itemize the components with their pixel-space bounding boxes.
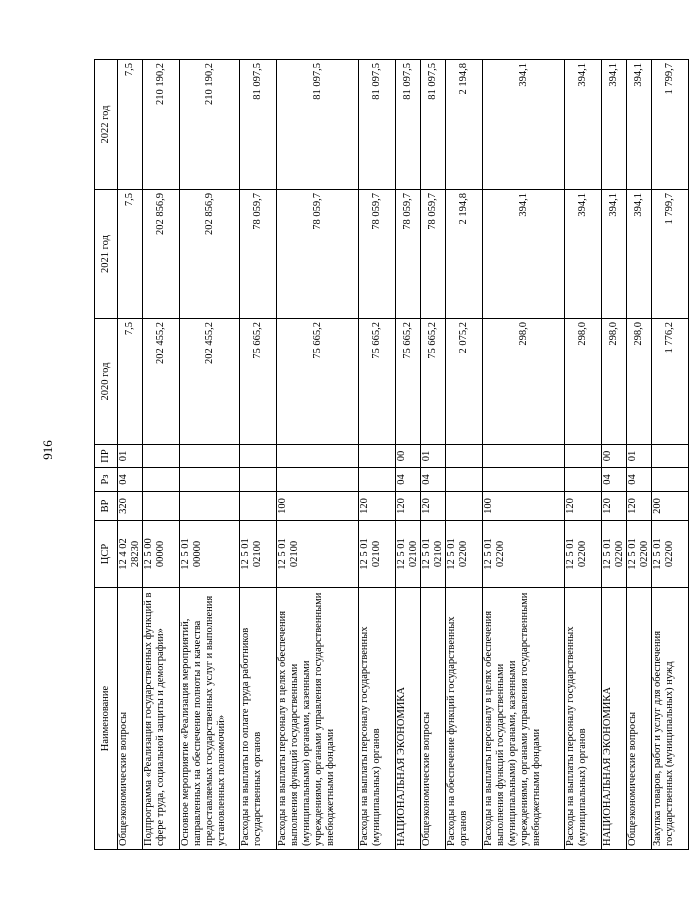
- table-cell-2021: 78 059,7: [421, 190, 446, 319]
- table-cell-pr: [277, 445, 359, 468]
- header-2020: 2020 год: [95, 319, 118, 445]
- table-cell-2022: 81 097,5: [396, 60, 421, 190]
- table-cell-2022: 394,1: [565, 60, 602, 190]
- table-cell-csr: 12 5 01 02200: [627, 521, 652, 588]
- header-2021: 2021 год: [95, 190, 118, 319]
- table-cell-pr: [143, 445, 180, 468]
- header-rz: Рз: [95, 468, 118, 492]
- table-cell-pr: [240, 445, 277, 468]
- table-cell-vr: [240, 492, 277, 521]
- table-cell-csr: 12 5 01 02100: [240, 521, 277, 588]
- table-cell-2022: 394,1: [627, 60, 652, 190]
- table-cell-2020: 298,0: [483, 319, 565, 445]
- table-cell-name: Расходы на выплаты персоналу государственных (муниципальных) органов: [359, 588, 396, 850]
- table-cell-vr: 120: [565, 492, 602, 521]
- table-cell-2021: 78 059,7: [240, 190, 277, 319]
- table-cell-2020: 75 665,2: [240, 319, 277, 445]
- table-cell-csr: 12 5 01 02100: [277, 521, 359, 588]
- table-cell-name: Общеэкономические вопросы: [118, 588, 143, 850]
- table-cell-vr: 320: [118, 492, 143, 521]
- table-cell-2021: 202 856,9: [143, 190, 180, 319]
- table-cell-vr: 120: [627, 492, 652, 521]
- table-cell-2022: 81 097,5: [277, 60, 359, 190]
- table-cell-pr: 00: [602, 445, 627, 468]
- table-cell-csr: 12 4 02 28230: [118, 521, 143, 588]
- table-row: [277, 60, 359, 850]
- table-cell-vr: 120: [396, 492, 421, 521]
- table-cell-2020: 298,0: [627, 319, 652, 445]
- table-cell-2022: 81 097,5: [359, 60, 396, 190]
- table-cell-csr: 12 5 01 02200: [446, 521, 483, 588]
- table-cell-name: Общеэкономические вопросы: [627, 588, 652, 850]
- table-row: [180, 60, 240, 850]
- table-row: [143, 60, 180, 850]
- table-cell-vr: [143, 492, 180, 521]
- table-cell-vr: [446, 492, 483, 521]
- table-cell-rz: [652, 468, 689, 492]
- table-row: [396, 60, 421, 850]
- table-cell-2021: 2 194,8: [446, 190, 483, 319]
- table-cell-2022: 7,5: [118, 60, 143, 190]
- table-cell-2021: 78 059,7: [277, 190, 359, 319]
- header-vr: ВР: [95, 492, 118, 521]
- table-cell-2021: 394,1: [627, 190, 652, 319]
- table-cell-pr: [483, 445, 565, 468]
- table-row: [627, 60, 652, 850]
- table-cell-vr: 120: [359, 492, 396, 521]
- table-cell-vr: [180, 492, 240, 521]
- table-cell-2022: 1 799,7: [652, 60, 689, 190]
- table-cell-2020: 298,0: [565, 319, 602, 445]
- table-cell-rz: 04: [627, 468, 652, 492]
- table-cell-vr: 200: [652, 492, 689, 521]
- table-row: [483, 60, 565, 850]
- table-cell-2021: 78 059,7: [359, 190, 396, 319]
- table-cell-pr: [180, 445, 240, 468]
- table-cell-name: Расходы на выплаты персоналу государственных (муниципальных) органов: [565, 588, 602, 850]
- table-cell-2020: 7,5: [118, 319, 143, 445]
- table-cell-csr: 12 5 01 02200: [602, 521, 627, 588]
- table-cell-csr: 12 5 00 00000: [143, 521, 180, 588]
- table-cell-2020: 75 665,2: [421, 319, 446, 445]
- table-body: [118, 60, 689, 850]
- table-cell-vr: 100: [277, 492, 359, 521]
- table-cell-pr: [359, 445, 396, 468]
- table-cell-2020: 75 665,2: [277, 319, 359, 445]
- table-cell-2020: 298,0: [602, 319, 627, 445]
- table-cell-rz: 04: [421, 468, 446, 492]
- table-cell-2020: 2 075,2: [446, 319, 483, 445]
- table-cell-name: НАЦИОНАЛЬНАЯ ЭКОНОМИКА: [602, 588, 627, 850]
- table-cell-csr: 12 5 01 02200: [565, 521, 602, 588]
- table-cell-pr: 01: [627, 445, 652, 468]
- table-cell-2020: 202 455,2: [180, 319, 240, 445]
- table-cell-csr: 12 5 01 02100: [396, 521, 421, 588]
- table-cell-pr: 01: [421, 445, 446, 468]
- table-cell-rz: [143, 468, 180, 492]
- table-cell-2022: 210 190,2: [143, 60, 180, 190]
- table-cell-csr: 12 5 01 02200: [652, 521, 689, 588]
- table-cell-2021: 202 856,9: [180, 190, 240, 319]
- table-cell-rz: 04: [602, 468, 627, 492]
- table-row: [240, 60, 277, 850]
- table-cell-2020: 202 455,2: [143, 319, 180, 445]
- table-cell-rz: [446, 468, 483, 492]
- table-cell-2022: 2 194,8: [446, 60, 483, 190]
- table-cell-rz: 04: [118, 468, 143, 492]
- table-cell-pr: 01: [118, 445, 143, 468]
- table-cell-pr: [565, 445, 602, 468]
- table-cell-vr: 120: [602, 492, 627, 521]
- table-cell-pr: [446, 445, 483, 468]
- table-cell-name: Расходы на обеспечение функций государственных органов: [446, 588, 483, 850]
- table-cell-csr: 12 5 01 02200: [483, 521, 565, 588]
- table-row: [359, 60, 396, 850]
- table-cell-name: Закупка товаров, работ и услуг для обеспечения государственных (муниципальных) нужд: [652, 588, 689, 850]
- table-cell-rz: [240, 468, 277, 492]
- table-cell-2020: 75 665,2: [359, 319, 396, 445]
- table-cell-name: Расходы на выплаты по оплате труда работников государственных органов: [240, 588, 277, 850]
- table-cell-2022: 81 097,5: [421, 60, 446, 190]
- rotated-table-container: [94, 60, 675, 850]
- table-cell-name: НАЦИОНАЛЬНАЯ ЭКОНОМИКА: [396, 588, 421, 850]
- table-cell-2021: 394,1: [565, 190, 602, 319]
- table-cell-rz: [180, 468, 240, 492]
- table-cell-rz: 04: [396, 468, 421, 492]
- table-cell-2021: 7,5: [118, 190, 143, 319]
- table-cell-csr: 12 5 01 02100: [359, 521, 396, 588]
- table-cell-2021: 394,1: [483, 190, 565, 319]
- header-csr: ЦСР: [95, 521, 118, 588]
- table-cell-2022: 81 097,5: [240, 60, 277, 190]
- table-cell-rz: [483, 468, 565, 492]
- table-cell-2020: 1 776,2: [652, 319, 689, 445]
- header-2022: 2022 год: [95, 60, 118, 190]
- table-cell-2022: 394,1: [483, 60, 565, 190]
- table-cell-rz: [277, 468, 359, 492]
- table-cell-rz: [565, 468, 602, 492]
- header-name: Наименование: [95, 588, 118, 850]
- table-cell-name: Расходы на выплаты персоналу в целях обеспечения выполнения функций государственными (муниципальными) органами, казенными учреждениями, органами управления государственными внебюджетными фондами: [483, 588, 565, 850]
- table-cell-2022: 210 190,2: [180, 60, 240, 190]
- table-cell-pr: [652, 445, 689, 468]
- table-cell-rz: [359, 468, 396, 492]
- table-cell-2022: 394,1: [602, 60, 627, 190]
- page-number: 916: [40, 440, 55, 460]
- table-cell-name: Подпрограмма «Реализация государственных функций в сфере труда, социальной защиты и демографии»: [143, 588, 180, 850]
- table-row: [565, 60, 602, 850]
- table-cell-2021: 78 059,7: [396, 190, 421, 319]
- table-cell-name: Основное мероприятие «Реализация мероприятий, направленных на обеспечение полноты и качества предоставляемых государственных услуг и выполнения установленных полномочий»: [180, 588, 240, 850]
- table-cell-name: Расходы на выплаты персоналу в целях обеспечения выполнения функций государственными (муниципальными) органами, казенными учреждениями, органами управления государственными внебюджетными фондами: [277, 588, 359, 850]
- table-row: [602, 60, 627, 850]
- table-cell-2021: 1 799,7: [652, 190, 689, 319]
- table-row: [446, 60, 483, 850]
- budget-table: [94, 59, 689, 850]
- table-cell-pr: 00: [396, 445, 421, 468]
- header-pr: ПР: [95, 445, 118, 468]
- table-cell-2021: 394,1: [602, 190, 627, 319]
- table-row: [652, 60, 689, 850]
- table-cell-csr: 12 5 01 00000: [180, 521, 240, 588]
- table-row: [421, 60, 446, 850]
- table-row: [118, 60, 143, 850]
- table-cell-2020: 75 665,2: [396, 319, 421, 445]
- table-cell-csr: 12 5 01 02100: [421, 521, 446, 588]
- table-cell-vr: 120: [421, 492, 446, 521]
- table-cell-vr: 100: [483, 492, 565, 521]
- table-cell-name: Общеэкономические вопросы: [421, 588, 446, 850]
- header-row: [95, 60, 118, 850]
